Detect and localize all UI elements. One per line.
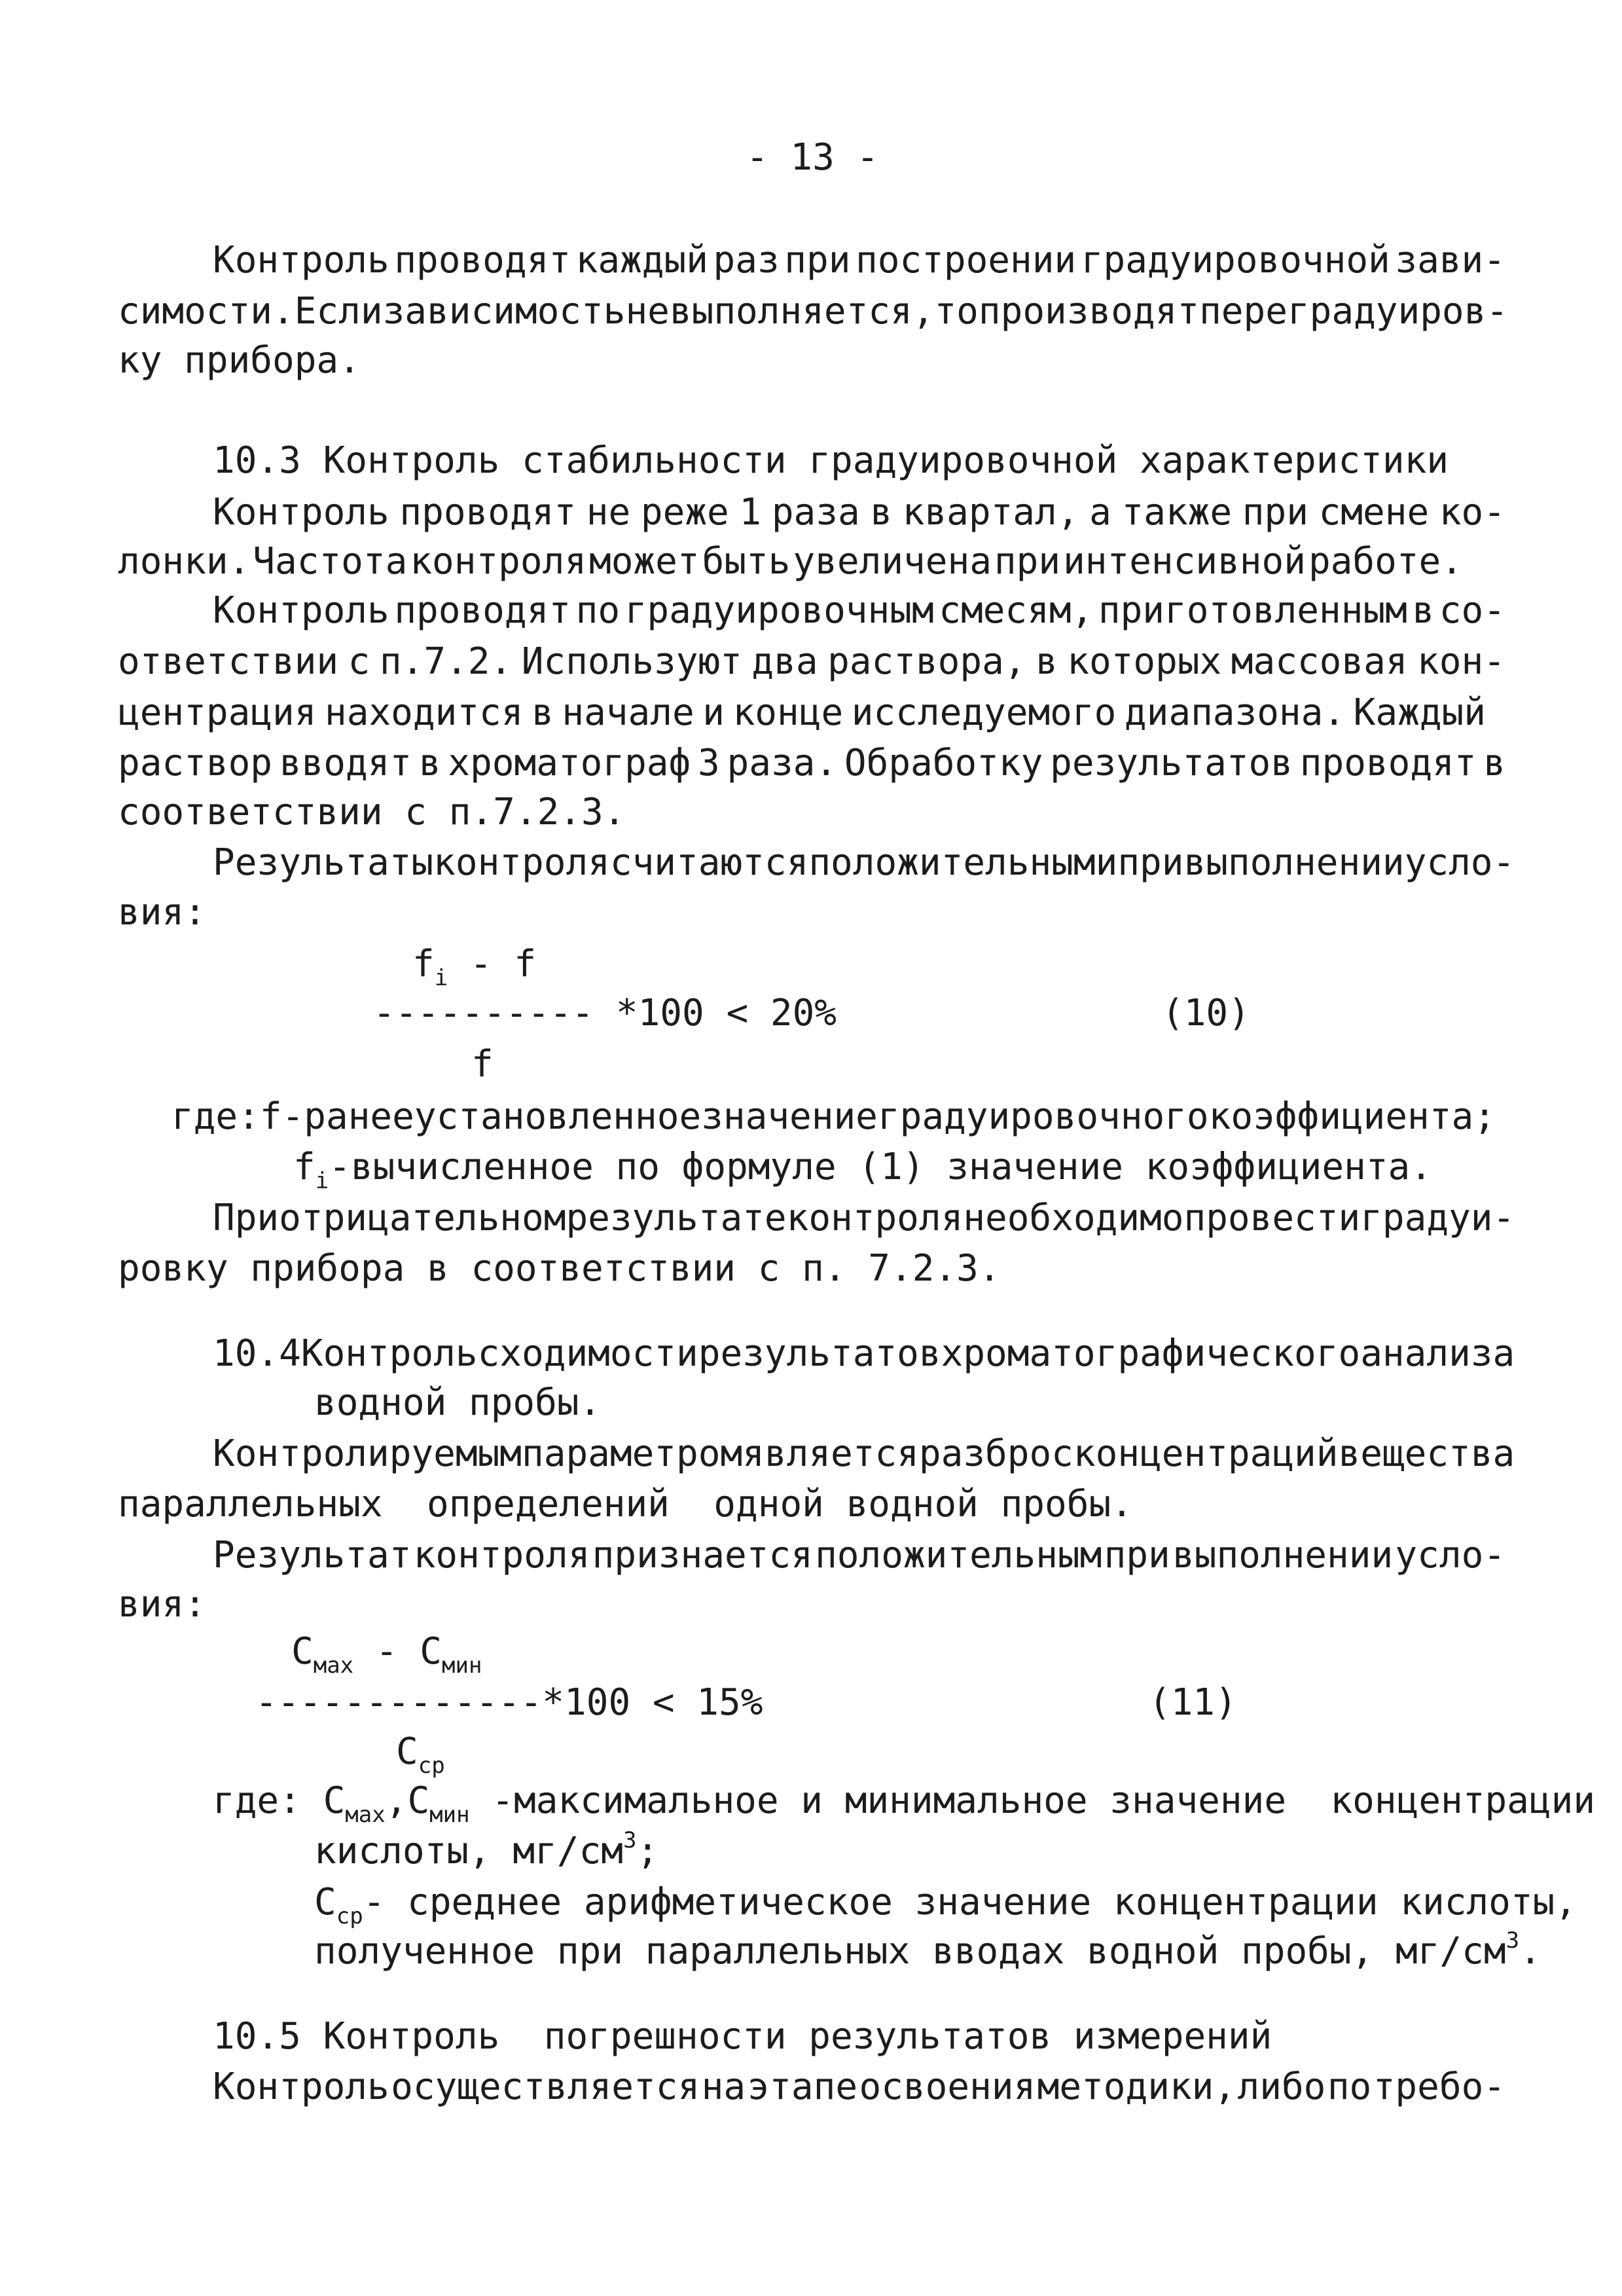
s104-where-line-4: полученное при параллельных вводах водной пробы, $мг/см^3$. [314, 1927, 1541, 1973]
section-10-4-heading: 10.4 Контроль сходимости результатов хроматографического анализа [213, 1332, 1515, 1375]
formula-10-body: ---------- *100 < 20% [373, 992, 837, 1034]
formula-10-denominator: f [471, 1043, 494, 1085]
intro-line-1: Контроль проводят каждый раз при построении градуировочной зави- [213, 239, 1505, 282]
formula-10-numerator: $f_i$ - f [412, 943, 537, 991]
s103-p1-line-2: лонки. Частота контроля может быть увеличена при интенсивной работе. [118, 540, 1463, 583]
s103-p2-line-2: ответствии с п.7.2. Используют два раствора, в которых массовая кон- [118, 640, 1505, 683]
s104-p2-line-1: Результат контроля признается положительным при выполнении усло- [213, 1534, 1505, 1576]
formula-11-numerator: $C_{мах} - C_{мин}$ [291, 1630, 482, 1679]
s105-p1-line-1: Контроль осуществляется на этапе освоения методики, либо по требо- [213, 2066, 1505, 2108]
s103-where-line-1: где: f-ранее установленное значение градуировочного коэффициента; [171, 1095, 1496, 1138]
intro-line-3: ку прибора. [118, 339, 361, 382]
s103-p3-line-2: вия: [118, 891, 206, 934]
s103-where-line-2: $f_i$-вычисленное по формуле (1) значение коэффициента. [293, 1146, 1432, 1194]
s103-p2-line-3: центрация находится в начале и конце исследуемого диапазона. Каждый [118, 691, 1486, 734]
formula-11-denominator: $C_{ср}$ [396, 1730, 445, 1779]
s103-p4-line-1: При отрицательном результате контроля необходимо провести градуи- [213, 1197, 1515, 1239]
s104-where-line-2: кислоты, $мг/см^3$; [314, 1827, 659, 1872]
s103-p2-line-5: соответствии с п.7.2.3. [118, 791, 626, 833]
s104-p2-line-2: вия: [118, 1583, 206, 1626]
s104-where-line-1: где: $C_{мах},C_{мин}$ -максимальное и минимальное значение концентрации [213, 1779, 1596, 1828]
s103-p2-line-4: раствор вводят в хроматограф 3 раза. Обработку результатов проводят в [118, 742, 1505, 784]
s104-p1-line-1: Контролируемым параметром является разброс концентраций вещества [213, 1432, 1515, 1475]
s103-p1-line-1: Контроль проводят не реже 1 раза в квартал, а также при смене ко- [213, 491, 1505, 534]
s103-p3-line-1: Результаты контроля считаются положительными при выполнении усло- [213, 841, 1515, 884]
formula-10-number: (10) [1162, 992, 1250, 1034]
formula-11-body: -------------*100 < 15% [255, 1681, 763, 1724]
s103-p4-line-2: ровку прибора в соответствии с п. 7.2.3. [118, 1247, 1001, 1290]
section-10-3-heading: 10.3 Контроль стабильности градуировочной характеристики [213, 439, 1449, 482]
s103-p2-line-1: Контроль проводят по градуировочным смесям, приготовленным в со- [213, 589, 1505, 632]
intro-line-2: симости. Если зависимость не выполняется, то производят перегрaдуиров- [118, 290, 1509, 333]
section-10-5-heading: 10.5 Контроль погрешности результатов измерений [213, 2015, 1272, 2058]
section-10-4-heading-cont: водной пробы. [314, 1381, 602, 1424]
page-number: - 13 - [746, 136, 879, 179]
formula-11-number: (11) [1149, 1681, 1237, 1724]
s104-where-line-3: $C_{ср}-$ среднее арифметическое значение концентрации кислоты, [314, 1881, 1577, 1929]
s104-p1-line-2: параллельных определений одной водной пробы. [118, 1483, 1133, 1525]
